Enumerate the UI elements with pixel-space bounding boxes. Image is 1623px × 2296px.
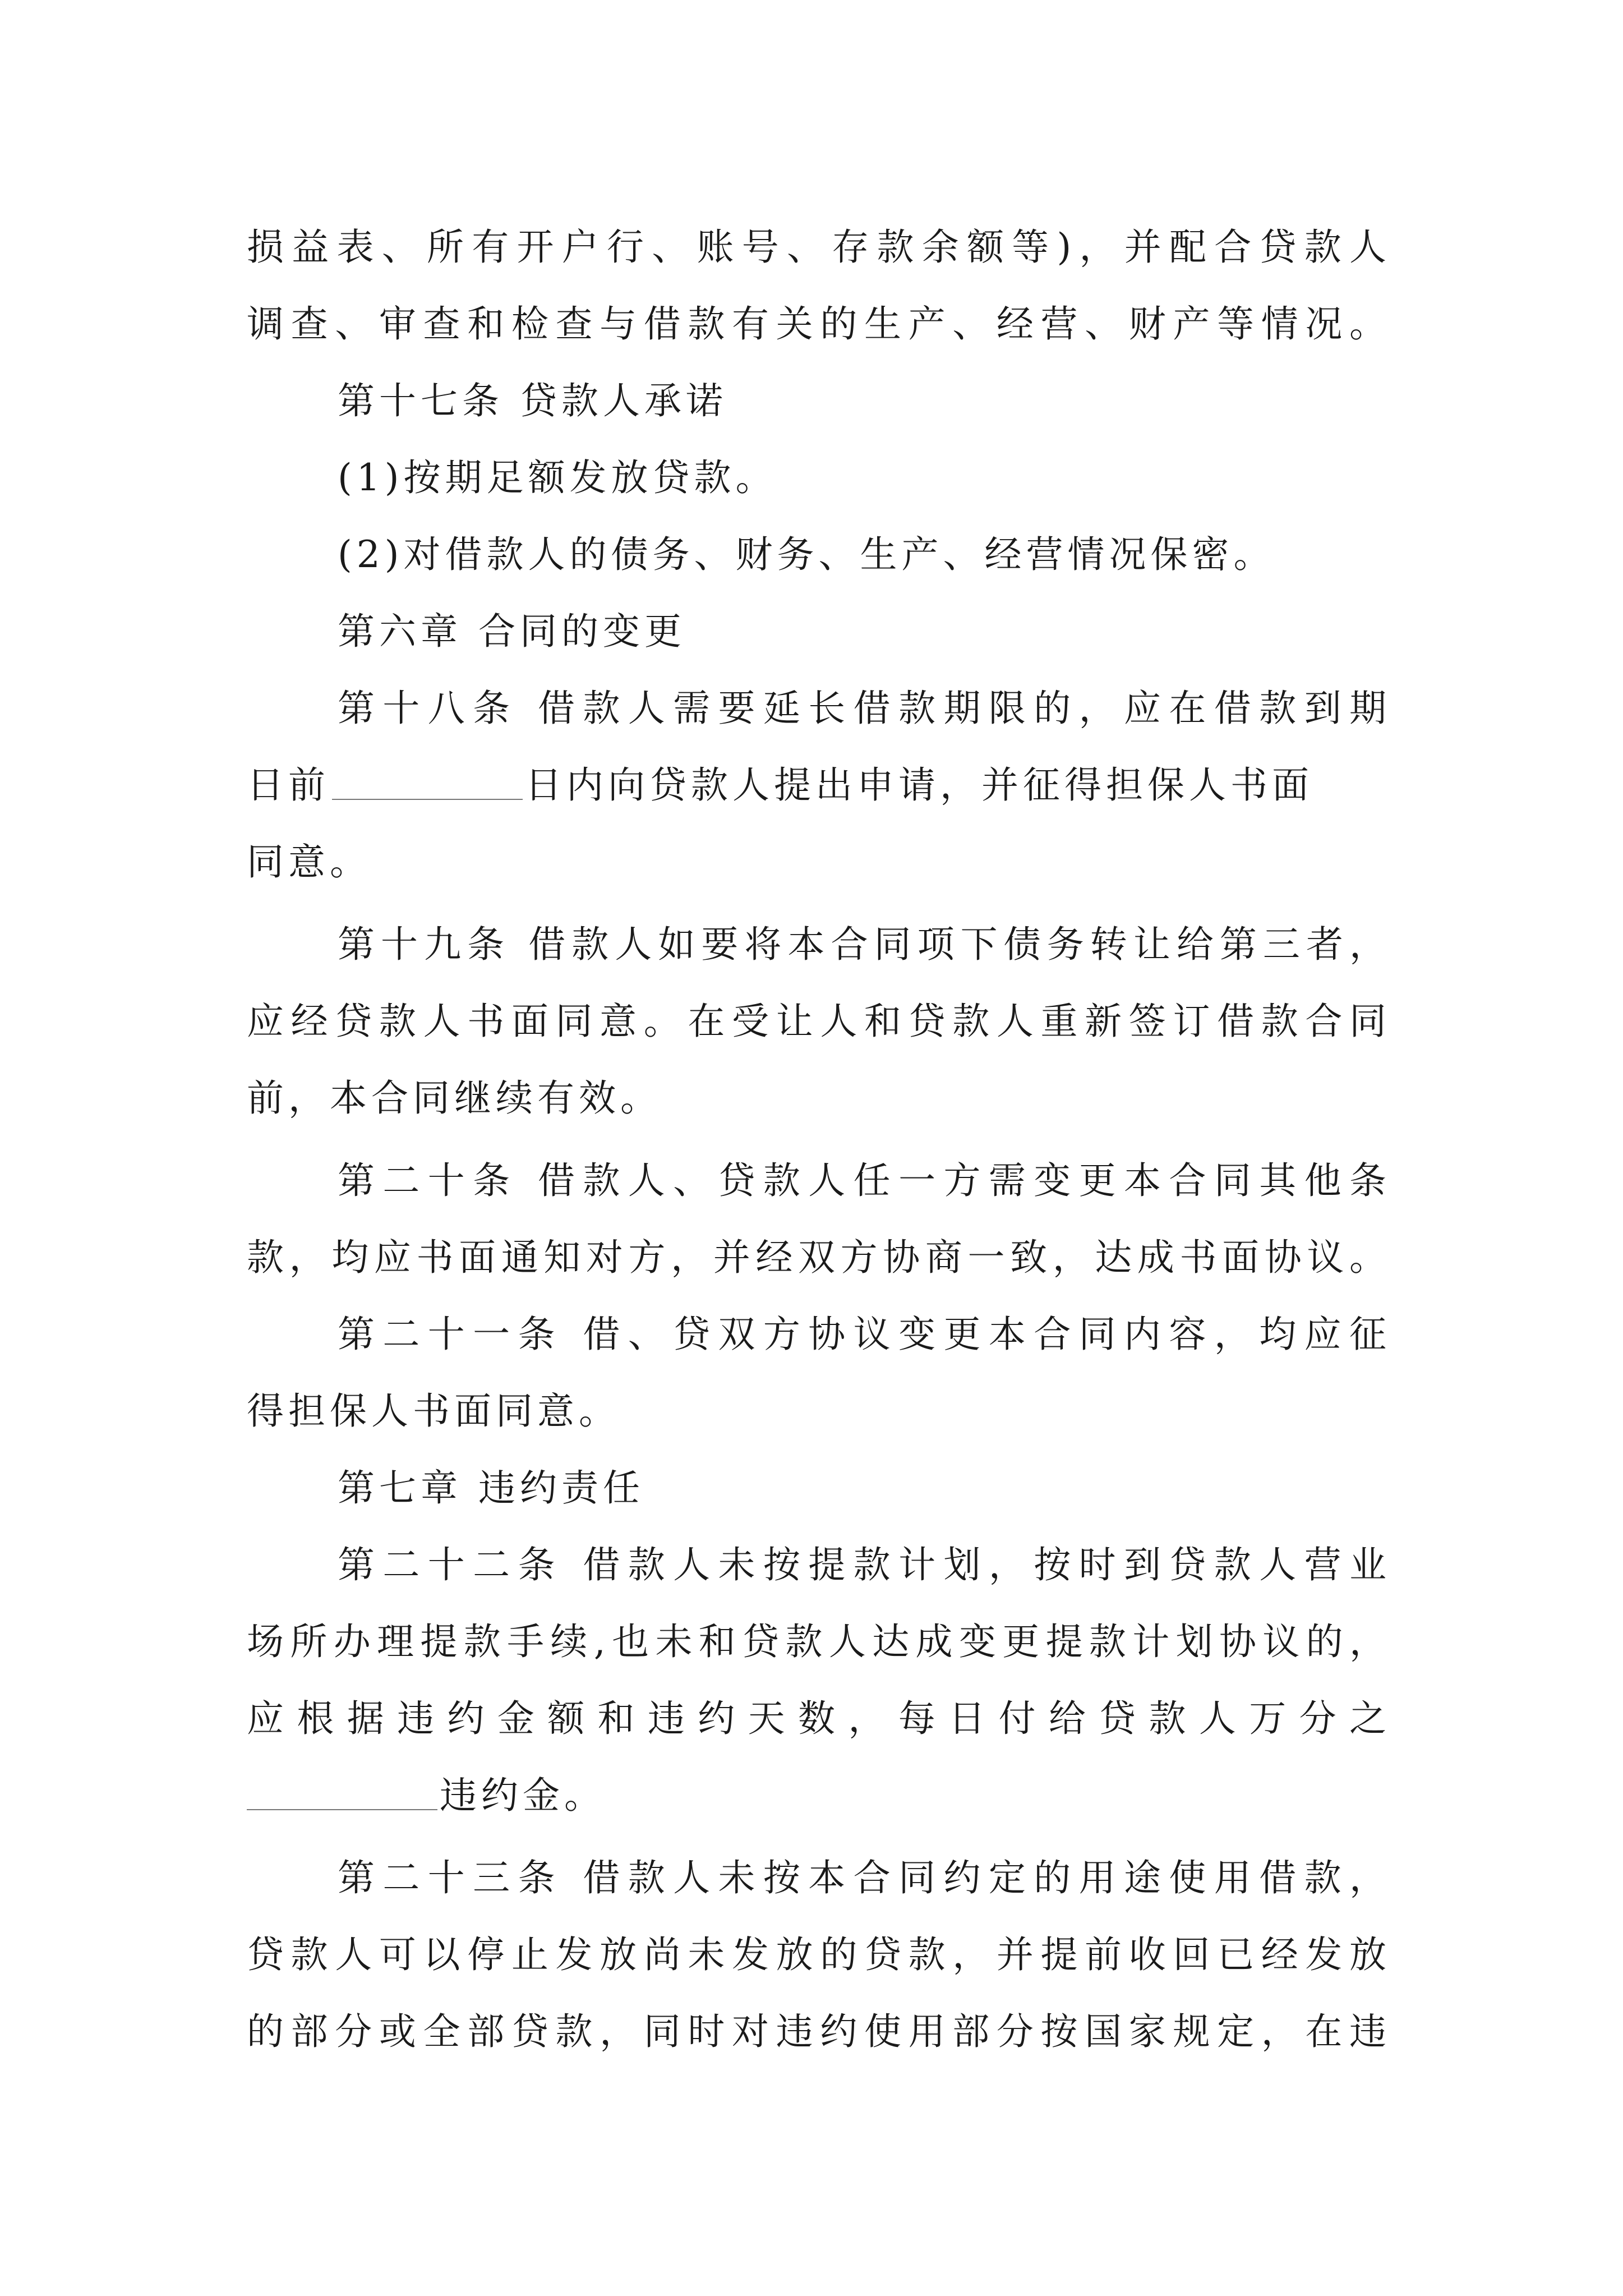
text-line: 损益表、所有开户行、账号、存款余额等)，并配合贷款人 — [247, 226, 1391, 269]
document-body — [247, 209, 1391, 2070]
text-line: 应经贷款人书面同意。在受让人和贷款人重新签订借款合同 — [247, 1000, 1391, 1043]
text-line: 款，均应书面通知对方，并经双方协商一致，达成书面协议。 — [247, 1236, 1391, 1279]
text-line: (2)对借款人的债务、财务、生产、经营情况保密。 — [338, 533, 1275, 576]
text-fragment: 日前 — [247, 763, 330, 807]
text-line: 贷款人可以停止发放尚未发放的贷款，并提前收回已经发放 — [247, 1933, 1391, 1976]
chapter-7-heading: 第七章 违约责任 — [338, 1466, 644, 1510]
fill-in-blank — [247, 1772, 437, 1810]
fill-in-blank — [332, 762, 523, 800]
text-line: 第二十条 借款人、贷款人任一方需变更本合同其他条 — [338, 1159, 1391, 1202]
text-fragment: 日内向贷款人提出申请，并征得担保人书面 — [525, 763, 1313, 807]
text-line: 场所办理提款手续,也未和贷款人达成变更提款计划协议的， — [247, 1620, 1391, 1663]
text-line: 第二十二条 借款人未按提款计划，按时到贷款人营业 — [338, 1543, 1391, 1586]
text-line: 第二十一条 借、贷双方协议变更本合同内容，均应征 — [338, 1313, 1391, 1356]
text-line: 第十九条 借款人如要将本合同项下债务转让给第三者， — [338, 923, 1391, 966]
text-fragment: 违约金。 — [440, 1774, 606, 1817]
chapter-6-heading: 第六章 合同的变更 — [338, 610, 686, 653]
text-line: 第十八条 借款人需要延长借款期限的，应在借款到期 — [338, 687, 1391, 730]
text-line: (1)按期足额发放贷款。 — [338, 456, 777, 499]
text-line-with-blank — [247, 1757, 1391, 1834]
text-line: 前，本合同继续有效。 — [247, 1076, 662, 1120]
text-line: 的部分或全部贷款，同时对违约使用部分按国家规定，在违 — [247, 2010, 1391, 2053]
article-17-heading: 第十七条 贷款人承诺 — [338, 379, 727, 422]
text-line: 应根据违约金额和违约天数，每日付给贷款人万分之 — [247, 1697, 1391, 1740]
text-line: 调查、审查和检查与借款有关的生产、经营、财产等情况。 — [247, 302, 1391, 346]
text-line: 第二十三条 借款人未按本合同约定的用途使用借款， — [338, 1856, 1391, 1899]
text-line: 得担保人书面同意。 — [247, 1389, 620, 1433]
text-line: 同意。 — [247, 840, 371, 884]
text-line-with-blank — [247, 747, 1391, 823]
